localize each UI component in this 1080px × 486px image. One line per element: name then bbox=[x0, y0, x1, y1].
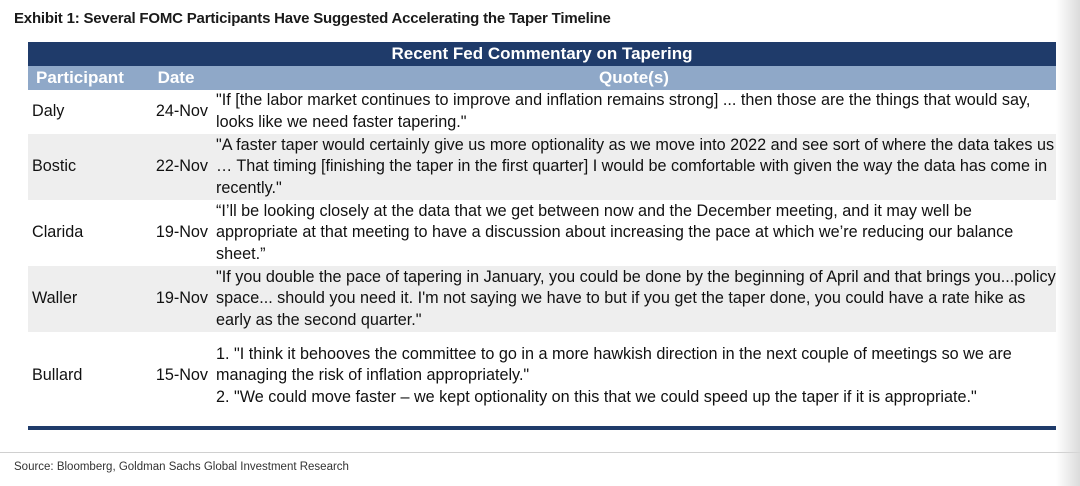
fed-commentary-table bbox=[28, 42, 1056, 430]
page-edge-shadow bbox=[1056, 0, 1080, 486]
quote-cell: "If you double the pace of tapering in January, you could be done by the beginning of April and that brings you...policy space... should you need it. I'm not saying we have to but if you get the taper done, you could have a rate hike as early as the second quarter." bbox=[216, 267, 1056, 329]
source-note: Source: Bloomberg, Goldman Sachs Global Investment Research bbox=[14, 461, 349, 473]
column-header-quote: Quote(s) bbox=[599, 68, 669, 87]
quote-cell: "If [the labor market continues to improve and inflation remains strong] ... then those are the things that would say, looks like we need faster tapering." bbox=[216, 91, 1031, 131]
table-banner: Recent Fed Commentary on Tapering bbox=[28, 42, 1056, 66]
participant-cell: Clarida bbox=[32, 223, 84, 242]
date-cell: 24-Nov bbox=[155, 102, 208, 121]
participant-cell: Waller bbox=[32, 289, 78, 308]
table-row bbox=[28, 266, 1056, 332]
column-header-participant: Participant bbox=[36, 68, 124, 87]
quote-cell bbox=[214, 343, 1056, 410]
table-bottom-rule bbox=[28, 426, 1056, 430]
source-divider bbox=[0, 452, 1080, 453]
date-cell: 19-Nov bbox=[155, 289, 208, 308]
column-header-date: Date bbox=[157, 68, 195, 87]
participant-cell: Bostic bbox=[32, 157, 77, 176]
date-cell: 19-Nov bbox=[155, 223, 208, 242]
table-row bbox=[28, 200, 1056, 266]
quote-line: 2. "We could move faster – we kept optionality on this that we could speed up the taper if it is appropriate." bbox=[216, 387, 977, 406]
quote-line: 1. "I think it behooves the committee to go in a more hawkish direction in the next couple of meetings so we are managing the risk of inflation appropriately." bbox=[216, 344, 1012, 385]
table-row bbox=[28, 90, 1056, 134]
table-row bbox=[28, 332, 1056, 420]
participant-cell: Bullard bbox=[32, 366, 83, 385]
exhibit-title: Exhibit 1: Several FOMC Participants Have Suggested Accelerating the Taper Timeline bbox=[14, 10, 611, 27]
column-header-row bbox=[28, 66, 1056, 90]
table-row bbox=[28, 134, 1056, 200]
quote-cell: "A faster taper would certainly give us more optionality as we move into 2022 and see sort of where the data takes us … That timing [finishing the taper in the first quarter] I would be comfortable with given the way the data has come in recently." bbox=[216, 135, 1055, 197]
date-cell: 15-Nov bbox=[155, 366, 208, 385]
participant-cell: Daly bbox=[32, 102, 65, 121]
date-cell: 22-Nov bbox=[155, 157, 208, 176]
quote-cell: “I’ll be looking closely at the data that we get between now and the December meeting, and it may well be appropriate at that meeting to have a discussion about increasing the pace at which we’re reducing our balance sheet.” bbox=[216, 201, 1014, 263]
